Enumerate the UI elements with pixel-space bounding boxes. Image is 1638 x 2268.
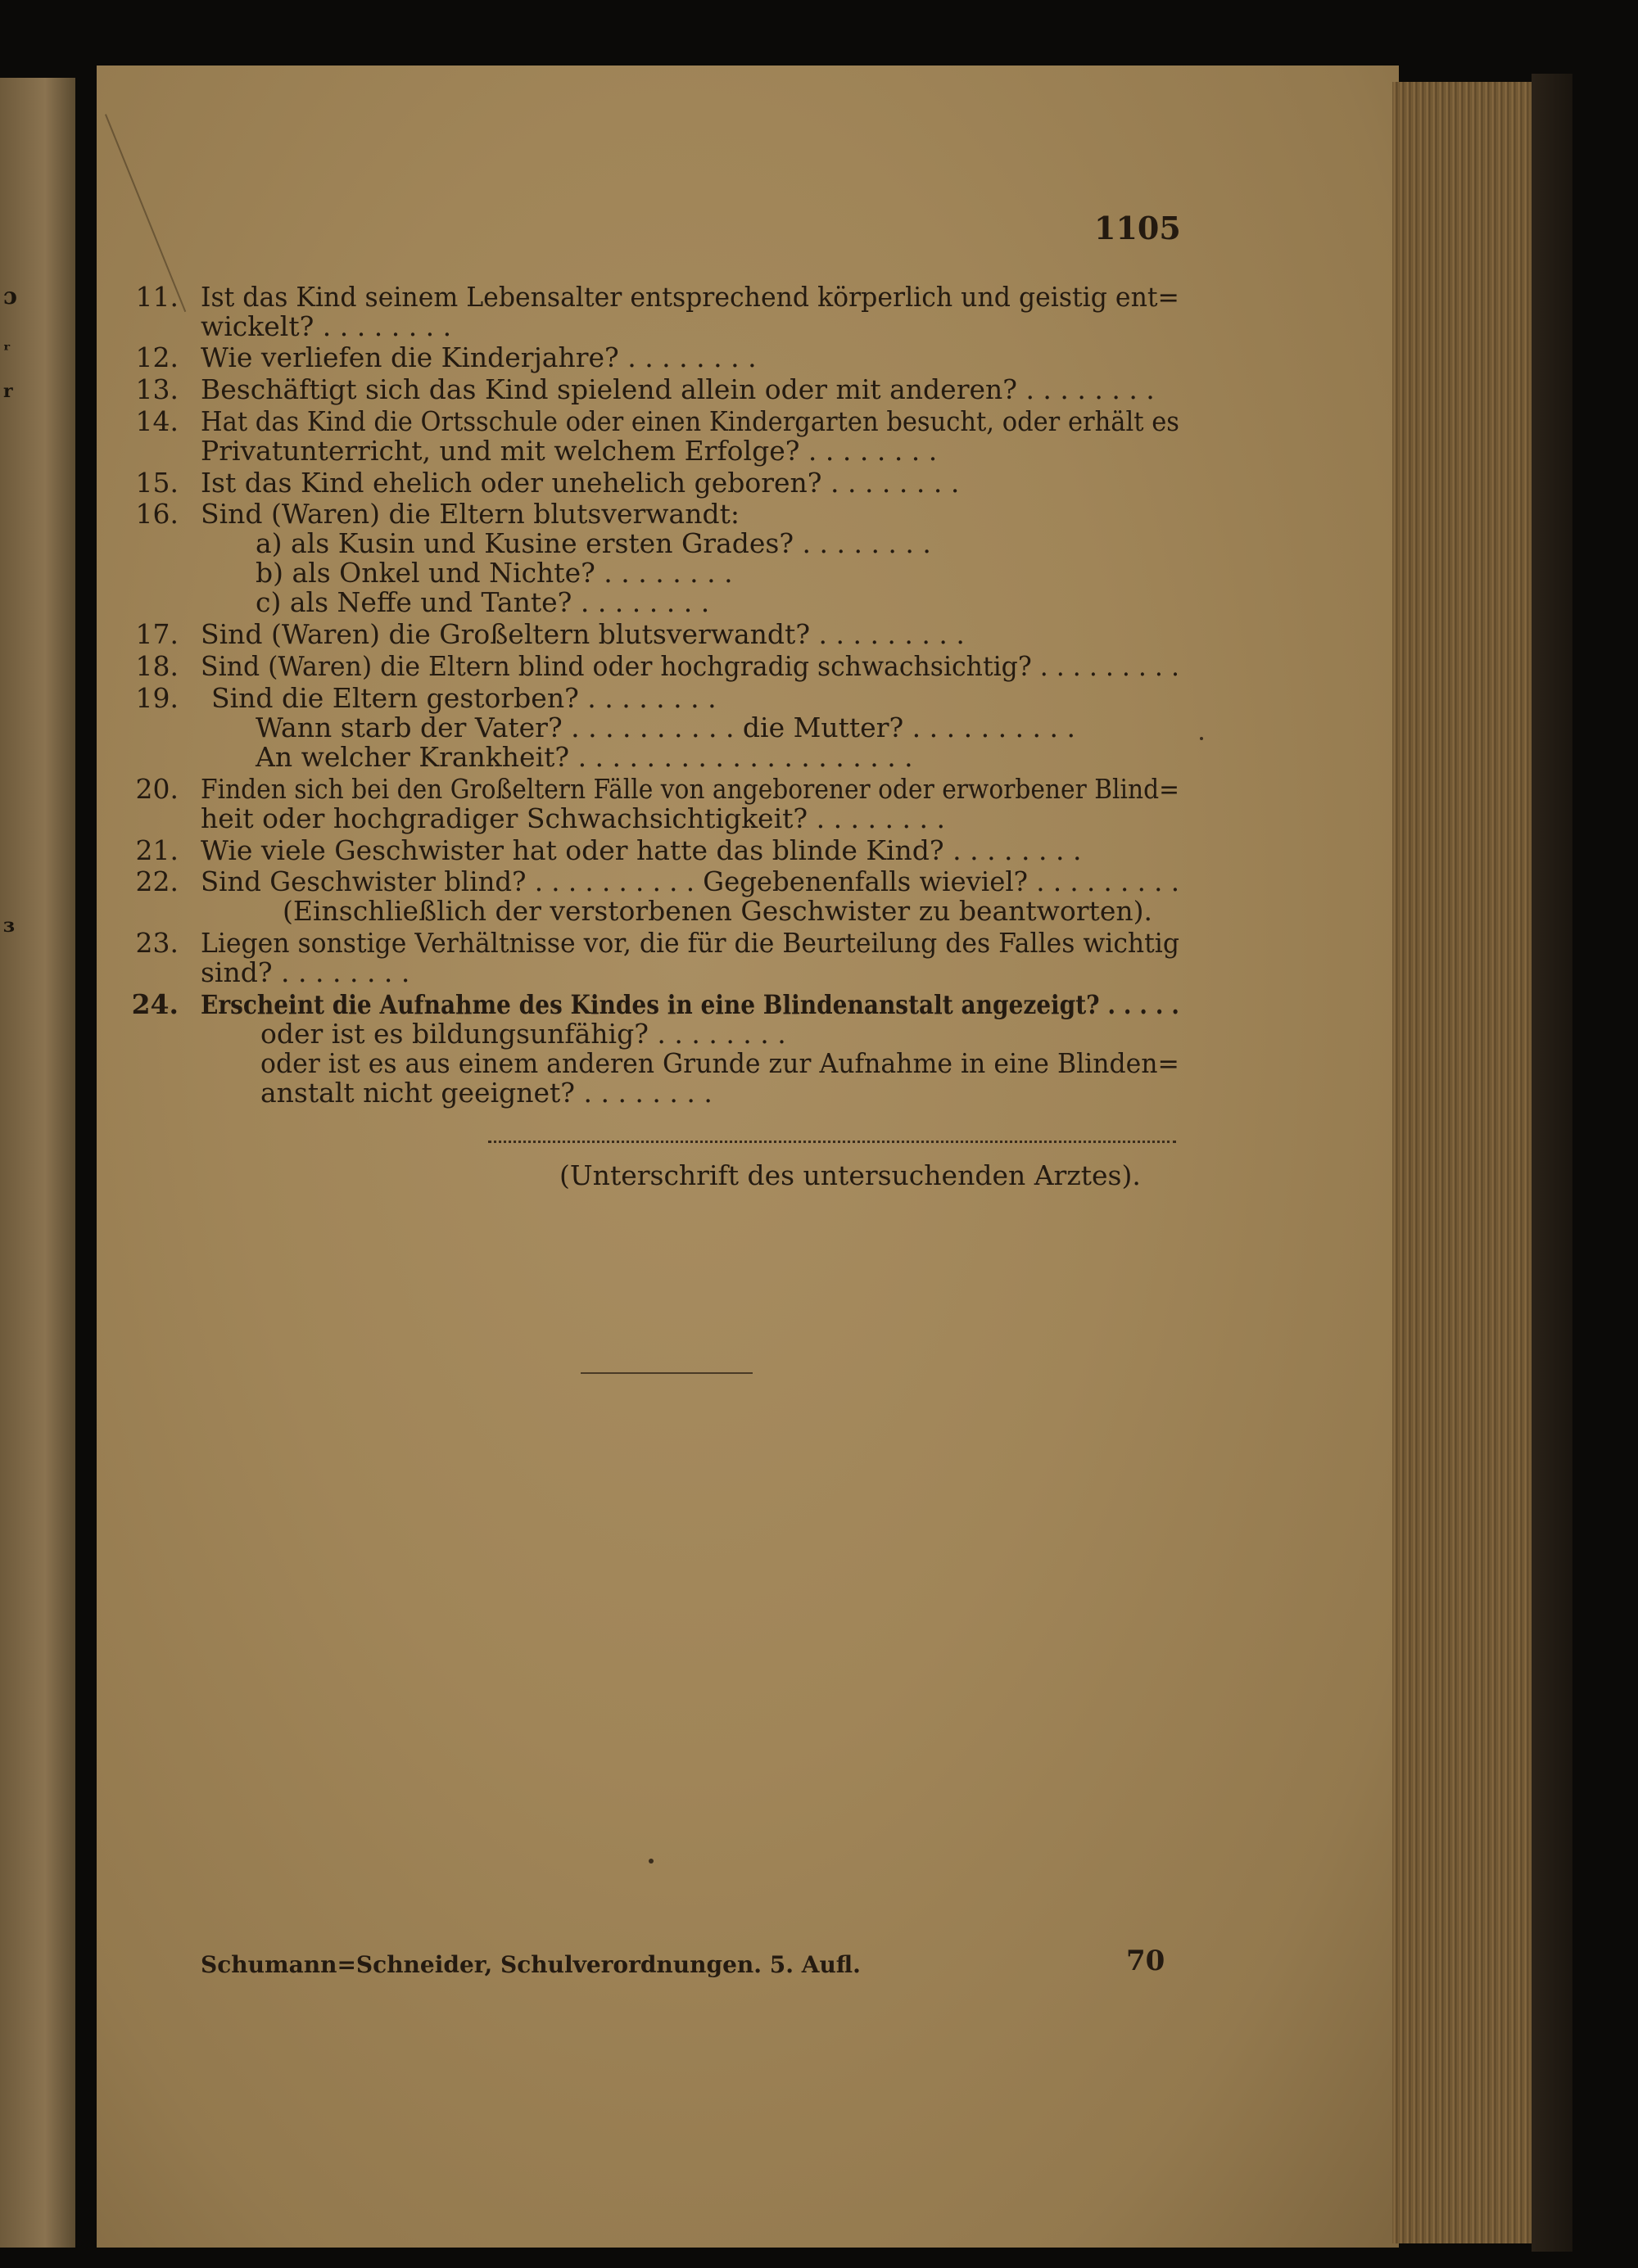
paper-speck xyxy=(1200,737,1203,740)
question-subline: oder ist es bildungsunfähig? . . . . . . . . xyxy=(260,1018,786,1050)
question-line: Wie viele Geschwister hat oder hatte das blinde Kind? . . . . . . . . xyxy=(201,834,1082,866)
question-number: 15. xyxy=(135,467,179,499)
question-number: 12. xyxy=(135,341,179,373)
question-number: 19. xyxy=(135,682,179,714)
question-number: 14. xyxy=(135,405,179,437)
question-subline: b) als Onkel und Nichte? . . . . . . . . xyxy=(256,557,733,589)
footer-signature-number: 70 xyxy=(1126,1945,1165,1977)
left-page-mark: ʳ xyxy=(3,340,11,361)
signature-line xyxy=(488,1141,1176,1143)
paper-speck xyxy=(649,1859,654,1864)
question-number: 21. xyxy=(135,834,179,866)
question-number: 18. xyxy=(135,650,179,682)
question-number: 17. xyxy=(135,618,179,650)
question-number: 20. xyxy=(135,773,179,805)
question-line: Sind Geschwister blind? . . . . . . . . . . Gegebenenfalls wieviel? . . . . . . . . . xyxy=(201,865,1179,897)
question-line: Sind (Waren) die Eltern blind oder hochgradig schwachsichtig? . . . . . . . . . xyxy=(201,650,1179,682)
question-line: Sind (Waren) die Eltern blutsverwandt: xyxy=(201,498,740,530)
page-number: 1105 xyxy=(1094,210,1181,246)
question-line: Liegen sonstige Verhältnisse vor, die für die Beurteilung des Falles wichtig xyxy=(201,927,1179,959)
question-line: sind? . . . . . . . . xyxy=(201,956,410,988)
question-line: Hat das Kind die Ortsschule oder einen Kindergarten besucht, oder erhält es xyxy=(201,405,1179,437)
section-divider xyxy=(581,1372,753,1374)
question-subline: Wann starb der Vater? . . . . . . . . . . die Mutter? . . . . . . . . . . xyxy=(256,712,1075,743)
question-subline: (Einschließlich der verstorbenen Geschwister zu beantworten). xyxy=(283,895,1152,927)
left-page-mark: ɔ xyxy=(3,282,18,309)
question-line: Ist das Kind seinem Lebensalter entsprechend körperlich und geistig ent= xyxy=(201,281,1179,313)
question-line: Sind die Eltern gestorben? . . . . . . . . xyxy=(211,682,717,714)
question-line: Privatunterricht, und mit welchem Erfolge? . . . . . . . . xyxy=(201,435,938,467)
question-number: 16. xyxy=(135,498,179,530)
left-page-mark: ɜ xyxy=(3,913,15,937)
question-line-bold: Erscheint die Aufnahme des Kindes in eine Blindenanstalt angezeigt? . . . . . xyxy=(201,989,1180,1020)
question-number: 24. xyxy=(131,988,179,1020)
question-line: Sind (Waren) die Großeltern blutsverwandt? . . . . . . . . . xyxy=(201,618,965,650)
question-line: Beschäftigt sich das Kind spielend allein oder mit anderen? . . . . . . . . xyxy=(201,373,1155,405)
question-number: 23. xyxy=(135,927,179,959)
question-subline: c) als Neffe und Tante? . . . . . . . . xyxy=(256,586,710,618)
question-number: 11. xyxy=(135,281,179,313)
left-page-mark: r xyxy=(3,381,13,402)
question-line: wickelt? . . . . . . . . xyxy=(201,310,452,342)
question-subline: a) als Kusin und Kusine ersten Grades? . . . . . . . . xyxy=(256,527,931,559)
question-subline: anstalt nicht geeignet? . . . . . . . . xyxy=(260,1077,713,1109)
question-number: 22. xyxy=(135,865,179,897)
question-number: 13. xyxy=(135,373,179,405)
signature-label: (Unterschrift des untersuchenden Arztes). xyxy=(559,1159,1141,1191)
footer-publication: Schumann=Schneider, Schulverordnungen. 5. Aufl. xyxy=(201,1951,861,1978)
question-line: Wie verliefen die Kinderjahre? . . . . . . . . xyxy=(201,341,757,373)
question-line: Ist das Kind ehelich oder unehelich geboren? . . . . . . . . xyxy=(201,467,960,499)
question-line: heit oder hochgradiger Schwachsichtigkeit? . . . . . . . . xyxy=(201,802,945,834)
question-line: Finden sich bei den Großeltern Fälle von angeborener oder erworbener Blind= xyxy=(201,773,1179,805)
question-subline: An welcher Krankheit? . . . . . . . . . . . . . . . . . . . . xyxy=(256,741,913,773)
question-subline: oder ist es aus einem anderen Grunde zur Aufnahme in eine Blinden= xyxy=(260,1047,1179,1079)
